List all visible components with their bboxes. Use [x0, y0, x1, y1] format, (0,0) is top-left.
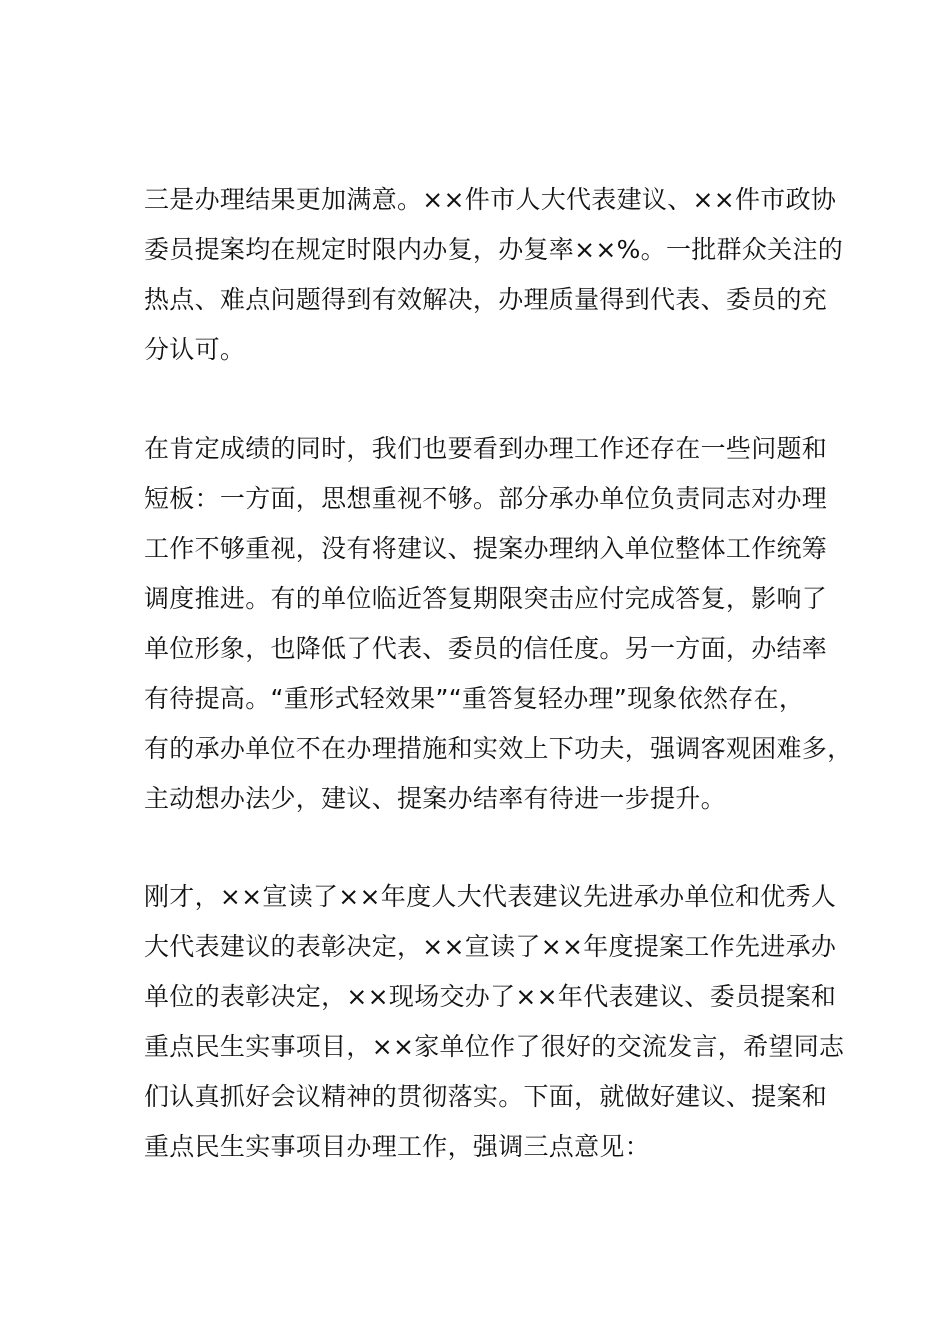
- text-line: 刚才，××宣读了××年度人大代表建议先进承办单位和优秀人: [144, 882, 837, 911]
- text-line: 有待提高。“重形式轻效果”“重答复轻办理”现象依然存在，: [144, 684, 805, 713]
- text-line: 们认真抓好会议精神的贯彻落实。下面，就做好建议、提案和: [144, 1082, 828, 1111]
- text-line: 重点民生实事项目办理工作，强调三点意见：: [144, 1132, 651, 1161]
- text-line: 单位形象，也降低了代表、委员的信任度。另一方面，办结率: [144, 634, 828, 663]
- text-line: 大代表建议的表彰决定，××宣读了××年度提案工作先进承办: [144, 932, 837, 961]
- text-line: 重点民生实事项目，××家单位作了很好的交流发言，希望同志: [144, 1032, 845, 1061]
- text-line: 热点、难点问题得到有效解决，办理质量得到代表、委员的充: [144, 285, 828, 314]
- text-line: 短板：一方面，思想重视不够。部分承办单位负责同志对办理: [144, 484, 828, 513]
- text-line: 分认可。: [144, 335, 246, 364]
- text-line: 调度推进。有的单位临近答复期限突击应付完成答复，影响了: [144, 584, 828, 613]
- text-line: 委员提案均在规定时限内办复，办复率××%。一批群众关注的: [144, 235, 844, 264]
- text-line: 有的承办单位不在办理措施和实效上下功夫，强调客观困难多，: [144, 734, 853, 763]
- text-line: 主动想办法少，建议、提案办结率有待进一步提升。: [144, 784, 726, 813]
- paragraph-results: [144, 175, 844, 375]
- text-line: 工作不够重视，没有将建议、提案办理纳入单位整体工作统筹: [144, 534, 828, 563]
- text-line: 三是办理结果更加满意。××件市人大代表建议、××件市政协: [144, 185, 837, 214]
- text-line: 单位的表彰决定，××现场交办了××年代表建议、委员提案和: [144, 982, 837, 1011]
- paragraph-problems: [144, 424, 853, 824]
- text-line: 在肯定成绩的同时，我们也要看到办理工作还存在一些问题和: [144, 434, 828, 463]
- paragraph-meeting: [144, 872, 845, 1172]
